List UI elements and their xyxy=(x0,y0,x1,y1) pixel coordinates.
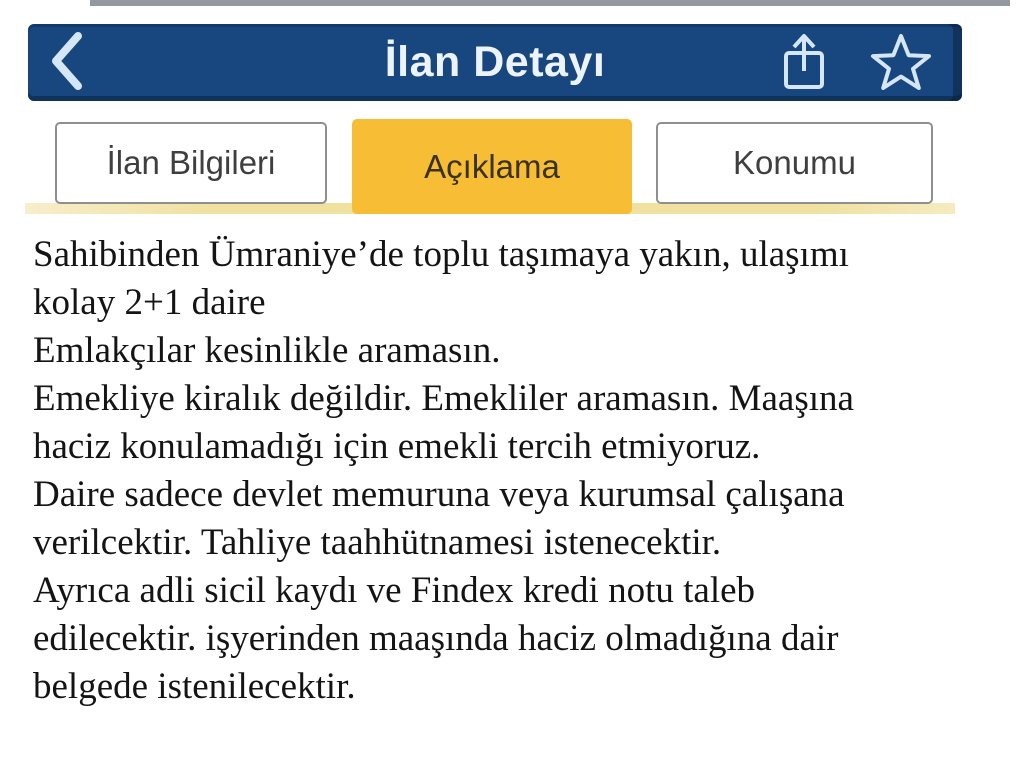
description-line: Ayrıca adli sicil kaydı ve Findex kredi notu taleb xyxy=(33,570,756,611)
favorite-button[interactable] xyxy=(866,32,936,94)
top-crop-artifact xyxy=(90,0,1010,6)
page-title: İlan Detayı xyxy=(384,38,606,86)
description-line: haciz konulamadığı için emekli tercih etmiyoruz. xyxy=(33,426,761,467)
description-line: Emlakçılar kesinlikle aramasın. xyxy=(33,330,501,371)
share-button[interactable] xyxy=(773,32,835,94)
tab-label: İlan Bilgileri xyxy=(106,144,276,181)
share-icon xyxy=(779,31,829,96)
description-line: Emekliye kiralık değildir. Emekliler aramasın. Maaşına xyxy=(33,378,854,419)
description-line: belgede istenilecektir. xyxy=(33,666,356,707)
star-icon xyxy=(870,32,932,95)
description-line: Sahibinden Ümraniye’de toplu taşımaya yakın, ulaşımı xyxy=(33,234,849,275)
description-text xyxy=(33,231,993,711)
tab-ilan-bilgileri[interactable] xyxy=(55,122,327,204)
description-line: edilecektir. işyerinden maaşında haciz olmadığına dair xyxy=(33,618,839,659)
description-line: Daire sadece devlet memuruna veya kurumsal çalışana xyxy=(33,474,845,515)
description-line: kolay 2+1 daire xyxy=(33,282,266,323)
tab-label: Konumu xyxy=(733,144,856,181)
description-line: verilcektir. Tahliye taahhütnamesi istenecektir. xyxy=(33,522,722,563)
header-bar xyxy=(28,24,962,101)
tab-aciklama[interactable] xyxy=(352,119,632,214)
tab-label: Açıklama xyxy=(424,147,560,185)
tab-konumu[interactable] xyxy=(656,122,933,204)
